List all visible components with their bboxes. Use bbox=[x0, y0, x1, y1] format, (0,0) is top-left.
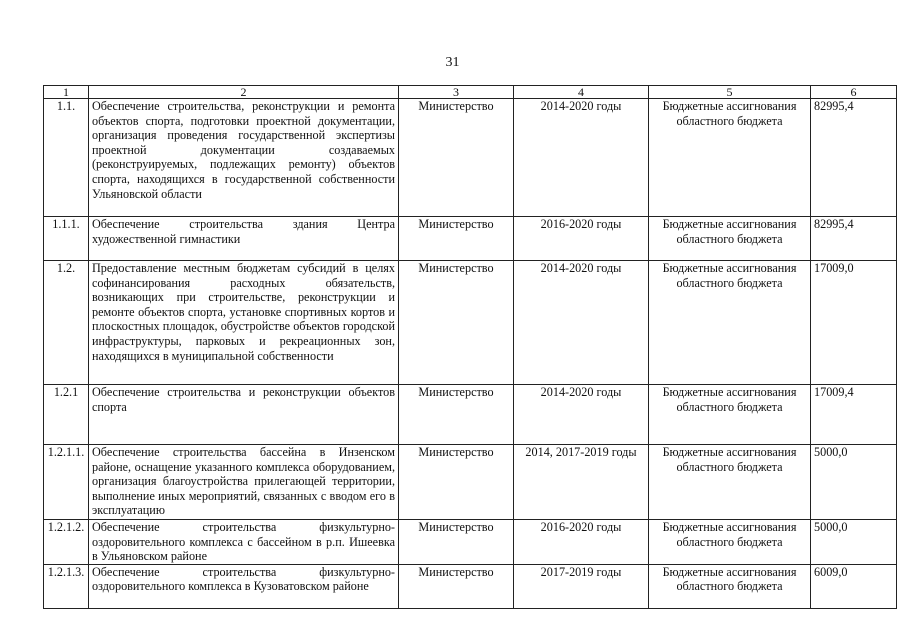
row-number: 1.2.1.2. bbox=[44, 520, 89, 565]
funding-source: Бюджетные ассигнования областного бюджета bbox=[649, 385, 811, 445]
amount: 82995,4 bbox=[811, 99, 897, 217]
funding-source: Бюджетные ассигнования областного бюджета bbox=[649, 261, 811, 385]
executor: Министерство bbox=[399, 99, 514, 217]
row-number: 1.1. bbox=[44, 99, 89, 217]
table-row bbox=[44, 445, 897, 520]
table-row bbox=[44, 99, 897, 217]
executor: Министерство bbox=[399, 261, 514, 385]
amount: 82995,4 bbox=[811, 217, 897, 261]
measure-name: Обеспечение строительства физкультурно-оздоровительного комплекса в Кузоватовском районе bbox=[89, 564, 399, 608]
measure-name: Обеспечение строительства, реконструкции и ремонта объектов спорта, подготовки проектной документации, организация проведения государственной экспертизы проектной документации создаваемых (реконструируемых, подлежащих ремонту) объектов спорта, находящихся в государственной собственности Ульяновской области bbox=[89, 99, 399, 217]
funding-source: Бюджетные ассигнования областного бюджета bbox=[649, 445, 811, 520]
row-number: 1.1.1. bbox=[44, 217, 89, 261]
header-row bbox=[44, 86, 897, 99]
funding-source: Бюджетные ассигнования областного бюджета bbox=[649, 520, 811, 565]
executor: Министерство bbox=[399, 564, 514, 608]
period: 2014-2020 годы bbox=[514, 261, 649, 385]
header-col-2: 2 bbox=[89, 86, 399, 99]
header-col-5: 5 bbox=[649, 86, 811, 99]
period: 2017-2019 годы bbox=[514, 564, 649, 608]
table-row bbox=[44, 564, 897, 608]
measure-name: Обеспечение строительства бассейна в Инзенском районе, оснащение указанного комплекса оборудованием, организация благоустройства прилегающей территории, выполнение иных мероприятий, связанных с вводом его в эксплуатацию bbox=[89, 445, 399, 520]
row-number: 1.2.1 bbox=[44, 385, 89, 445]
measure-name: Обеспечение строительства физкультурно-оздоровительного комплекса с бассейном в р.п. Ишеевка в Ульяновском районе bbox=[89, 520, 399, 565]
table-row bbox=[44, 261, 897, 385]
period: 2014-2020 годы bbox=[514, 385, 649, 445]
period: 2016-2020 годы bbox=[514, 520, 649, 565]
header-col-4: 4 bbox=[514, 86, 649, 99]
measure-name: Обеспечение строительства здания Центра художественной гимнастики bbox=[89, 217, 399, 261]
funding-source: Бюджетные ассигнования областного бюджета bbox=[649, 564, 811, 608]
measure-name: Обеспечение строительства и реконструкции объектов спорта bbox=[89, 385, 399, 445]
row-number: 1.2.1.3. bbox=[44, 564, 89, 608]
measure-name: Предоставление местным бюджетам субсидий в целях софинансирования расходных обязательств, возникающих при строительстве, реконструкции и ремонте объектов спорта, установке спортивных кортов и плоскостных площадок, обустройстве объектов городской инфраструктуры, парковых и рекреационных зон, находящихся в муниципальной собственности bbox=[89, 261, 399, 385]
funding-source: Бюджетные ассигнования областного бюджета bbox=[649, 99, 811, 217]
row-number: 1.2.1.1. bbox=[44, 445, 89, 520]
executor: Министерство bbox=[399, 385, 514, 445]
row-number: 1.2. bbox=[44, 261, 89, 385]
amount: 6009,0 bbox=[811, 564, 897, 608]
period: 2014, 2017-2019 годы bbox=[514, 445, 649, 520]
amount: 5000,0 bbox=[811, 520, 897, 565]
header-col-6: 6 bbox=[811, 86, 897, 99]
funding-source: Бюджетные ассигнования областного бюджета bbox=[649, 217, 811, 261]
header-col-3: 3 bbox=[399, 86, 514, 99]
executor: Министерство bbox=[399, 520, 514, 565]
header-col-1: 1 bbox=[44, 86, 89, 99]
period: 2014-2020 годы bbox=[514, 99, 649, 217]
amount: 5000,0 bbox=[811, 445, 897, 520]
table-row bbox=[44, 385, 897, 445]
executor: Министерство bbox=[399, 217, 514, 261]
page-number: 31 bbox=[445, 55, 460, 70]
table-row bbox=[44, 217, 897, 261]
amount: 17009,4 bbox=[811, 385, 897, 445]
table-row bbox=[44, 520, 897, 565]
program-table bbox=[43, 85, 897, 609]
executor: Министерство bbox=[399, 445, 514, 520]
period: 2016-2020 годы bbox=[514, 217, 649, 261]
amount: 17009,0 bbox=[811, 261, 897, 385]
